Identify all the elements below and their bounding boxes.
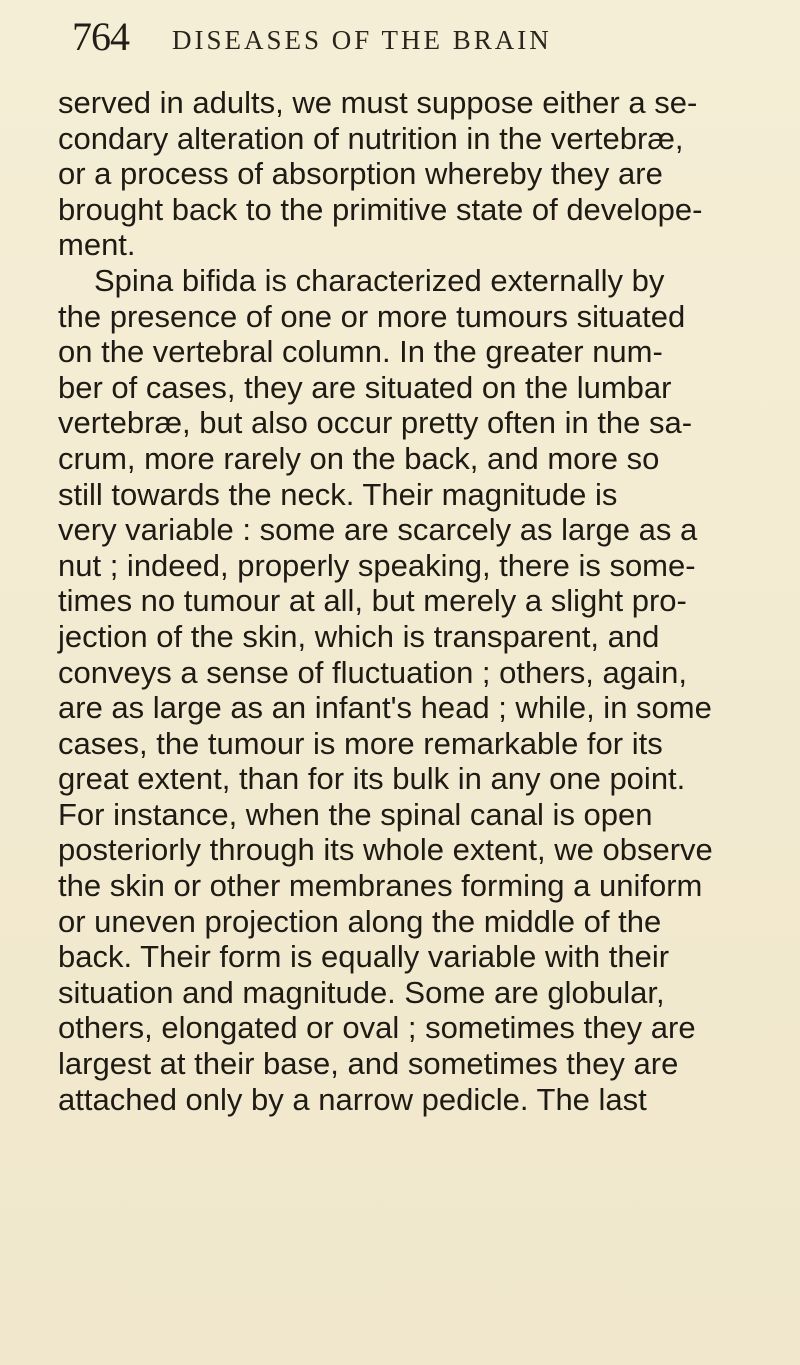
text-line: or uneven projection along the middle of the	[58, 903, 662, 939]
text-line: are as large as an infant's head ; while, in some	[58, 690, 712, 726]
text-line: brought back to the primitive state of develope-	[58, 191, 703, 227]
text-line: attached only by a narrow pedicle. The last	[58, 1081, 647, 1117]
text-line: nut ; indeed, properly speaking, there is some-	[58, 547, 696, 583]
text-line: conveys a sense of fluctuation ; others, again,	[58, 654, 687, 690]
text-line: the presence of one or more tumours situated	[58, 298, 686, 334]
text-line: ment.	[58, 227, 136, 263]
paragraph-start-line: Spina bifida is characterized externally by	[94, 262, 665, 298]
text-line: posteriorly through its whole extent, we observe	[58, 832, 713, 868]
page-number: 764	[72, 14, 129, 59]
text-line: situation and magnitude. Some are globular,	[58, 974, 665, 1010]
text-line: the skin or other membranes forming a uniform	[58, 868, 703, 904]
text-line: great extent, than for its bulk in any one point.	[58, 761, 686, 797]
running-title: DISEASES OF THE BRAIN	[172, 25, 552, 55]
text-line: jection of the skin, which is transparent, and	[58, 618, 660, 654]
running-head	[72, 14, 772, 60]
text-line: times no tumour at all, but merely a slight pro-	[58, 583, 687, 619]
text-line: on the vertebral column. In the greater num-	[58, 334, 663, 370]
text-line: cases, the tumour is more remarkable for its	[58, 725, 663, 761]
text-line: crum, more rarely on the back, and more so	[58, 440, 660, 476]
text-line: largest at their base, and sometimes they are	[58, 1046, 679, 1082]
text-line: condary alteration of nutrition in the vertebræ,	[58, 120, 684, 156]
text-line: still towards the neck. Their magnitude is	[58, 476, 618, 512]
text-line: very variable : some are scarcely as large as a	[58, 512, 698, 548]
text-line: vertebræ, but also occur pretty often in the sa-	[58, 405, 693, 441]
text-line: others, elongated or oval ; sometimes they are	[58, 1010, 696, 1046]
text-line: served in adults, we must suppose either a se-	[58, 85, 698, 120]
text-line: back. Their form is equally variable with their	[58, 939, 670, 975]
text-line: or a process of absorption whereby they are	[58, 156, 663, 192]
text-line: For instance, when the spinal canal is open	[58, 796, 653, 832]
text-line: ber of cases, they are situated on the lumbar	[58, 369, 672, 405]
body-text	[58, 85, 770, 1117]
